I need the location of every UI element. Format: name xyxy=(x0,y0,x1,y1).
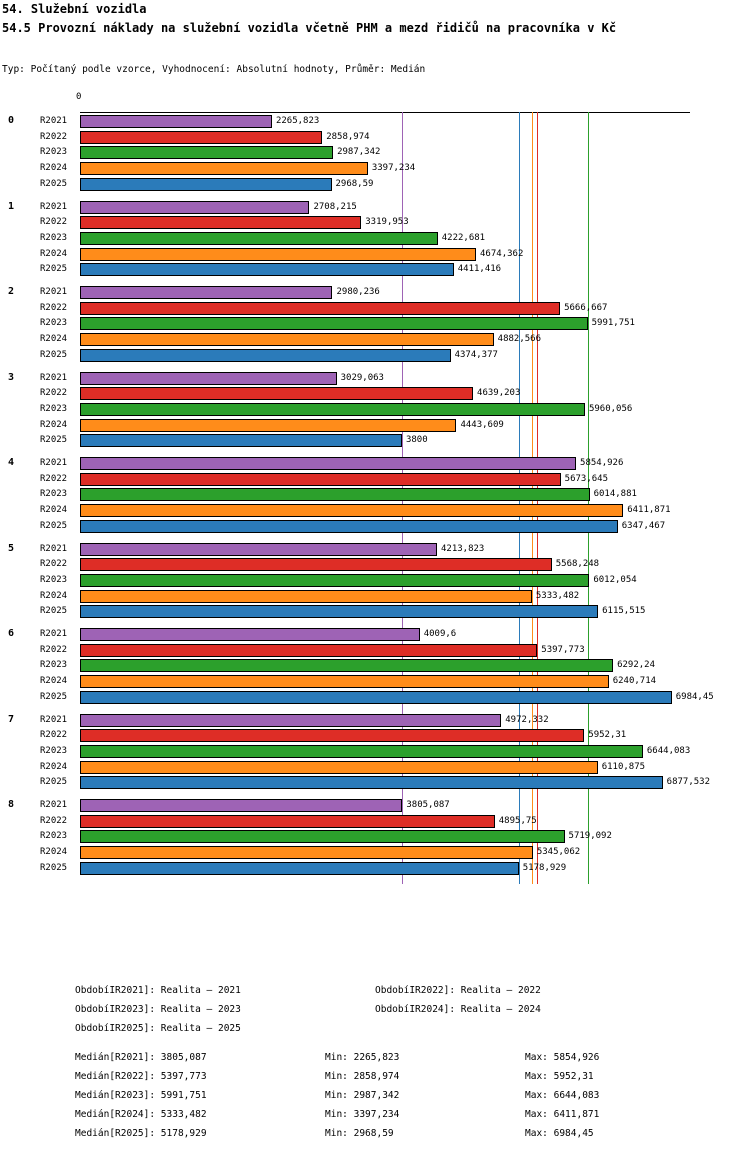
bar[interactable] xyxy=(80,675,609,688)
bar-track xyxy=(80,861,750,876)
bar[interactable] xyxy=(80,162,368,175)
bar-value-label: 6240,714 xyxy=(612,676,657,687)
bar-row-label: R2022 xyxy=(40,644,68,655)
median-r2021: Medián[R2021]: 3805,087 xyxy=(75,1052,207,1063)
bar-track xyxy=(80,433,750,448)
bar-track xyxy=(80,301,750,316)
bar-value-label: 4882,566 xyxy=(497,334,542,345)
bar-value-label: 6014,881 xyxy=(593,489,637,500)
bar-row-label: R2024 xyxy=(40,590,68,601)
bar[interactable] xyxy=(80,846,533,859)
bar-row-label: R2022 xyxy=(40,302,68,313)
bar-row-label: R2022 xyxy=(40,131,68,142)
bar[interactable] xyxy=(80,216,361,229)
bar-row-label: R2021 xyxy=(40,287,68,297)
bar-row-label: R2025 xyxy=(40,349,68,360)
bar-value-label: 3029,063 xyxy=(340,372,384,383)
report-section-title: 54. Služební vozidla xyxy=(2,2,147,16)
bar-track xyxy=(80,775,750,790)
max-r2021: Max: 5854,926 xyxy=(525,1052,600,1063)
bar[interactable] xyxy=(80,628,420,641)
legend-item-r2023: ObdobíIR2023]: Realita – 2023 xyxy=(75,1004,241,1015)
bar-chart xyxy=(0,92,750,977)
bar-row xyxy=(36,262,750,277)
bar-row xyxy=(36,728,750,743)
bar-track xyxy=(80,829,750,844)
bar-track xyxy=(80,231,750,246)
bar-track xyxy=(80,177,750,192)
bar-row xyxy=(36,542,750,557)
bar-value-label: 5719,092 xyxy=(568,831,612,842)
bar-track xyxy=(80,145,750,160)
bar[interactable] xyxy=(80,403,585,416)
bar[interactable] xyxy=(80,574,589,587)
bar-row xyxy=(36,690,750,705)
bar[interactable] xyxy=(80,473,561,486)
chart-subtitle: Typ: Počítaný podle vzorce, Vyhodnocení: Absolutní hodnoty, Průměr: Medián xyxy=(2,64,426,75)
bar-value-label: 6411,871 xyxy=(627,505,671,516)
bar-track xyxy=(80,386,750,401)
bar-value-label: 2858,974 xyxy=(326,131,370,142)
bar[interactable] xyxy=(80,520,618,533)
bar-row xyxy=(36,472,750,487)
bar[interactable] xyxy=(80,862,519,875)
bar-row-label: R2025 xyxy=(40,520,68,531)
bar-track xyxy=(80,503,750,518)
bar-value-label: 3800 xyxy=(405,435,428,446)
bar-row xyxy=(36,643,750,658)
bar-row-label: R2025 xyxy=(40,862,68,873)
bar-value-label: 2708,215 xyxy=(313,201,357,212)
group-label: 5 xyxy=(8,542,15,554)
bar-value-label: 4374,377 xyxy=(454,349,498,360)
bar-value-label: 2265,823 xyxy=(275,116,320,126)
bar-row-label: R2025 xyxy=(40,264,68,275)
bar[interactable] xyxy=(80,286,332,299)
bar[interactable] xyxy=(80,457,576,470)
bar-row xyxy=(36,386,750,401)
bar[interactable] xyxy=(80,659,613,672)
bar-row-label: R2025 xyxy=(40,435,68,446)
bar[interactable] xyxy=(80,419,456,432)
group-label: 7 xyxy=(8,713,15,725)
bar-track xyxy=(80,402,750,417)
stats-row xyxy=(0,1090,750,1109)
bar[interactable] xyxy=(80,372,337,385)
bar[interactable] xyxy=(80,115,272,128)
bar-value-label: 5952,31 xyxy=(588,730,627,741)
stats-row xyxy=(0,1071,750,1090)
group-label: 4 xyxy=(8,457,15,468)
bar-row-label: R2021 xyxy=(40,629,68,639)
bar-row xyxy=(36,775,750,790)
bar-track xyxy=(80,845,750,860)
bar[interactable] xyxy=(80,761,598,774)
bar[interactable] xyxy=(80,745,643,758)
page-title: 54.5 Provozní náklady na služební vozidla včetně PHM a mezd řidičů na pracovníka v Kč xyxy=(2,21,617,35)
bar-row xyxy=(36,418,750,433)
bar[interactable] xyxy=(80,815,495,828)
bar-value-label: 6347,467 xyxy=(621,520,666,531)
bar-row xyxy=(36,487,750,502)
bar[interactable] xyxy=(80,543,437,556)
bar-row-label: R2021 xyxy=(40,458,68,468)
bar-track xyxy=(80,643,750,658)
bar-value-label: 2980,236 xyxy=(336,287,380,297)
bar-row-label: R2023 xyxy=(40,745,68,756)
bar-row-label: R2023 xyxy=(40,574,68,585)
legend-item-r2022: ObdobíIR2022]: Realita – 2022 xyxy=(375,985,541,996)
bar-row xyxy=(36,215,750,230)
bar-row-label: R2024 xyxy=(40,334,68,345)
bar[interactable] xyxy=(80,488,590,501)
bar-track xyxy=(80,114,750,129)
bar-value-label: 6012,054 xyxy=(593,574,637,585)
bar-track xyxy=(80,371,750,386)
bar-row-label: R2023 xyxy=(40,147,68,158)
bar[interactable] xyxy=(80,302,560,315)
legend-item-r2025: ObdobíIR2025]: Realita – 2025 xyxy=(75,1023,241,1034)
bar-row xyxy=(36,674,750,689)
bar-value-label: 6115,515 xyxy=(602,606,646,617)
legend-item-r2024: ObdobíIR2024]: Realita – 2024 xyxy=(375,1004,541,1015)
bar-value-label: 5397,773 xyxy=(541,644,585,655)
bar-row-label: R2022 xyxy=(40,388,68,399)
bar-track xyxy=(80,814,750,829)
bar-value-label: 5178,929 xyxy=(522,862,567,873)
bar-row xyxy=(36,114,750,129)
bar-row-label: R2022 xyxy=(40,730,68,741)
bar-row xyxy=(36,332,750,347)
max-r2023: Max: 6644,083 xyxy=(525,1090,600,1101)
bar[interactable] xyxy=(80,263,454,276)
bar-row xyxy=(36,861,750,876)
bar-track xyxy=(80,760,750,775)
bar-value-label: 5673,645 xyxy=(564,473,609,484)
bar-row xyxy=(36,200,750,215)
bar-track xyxy=(80,798,750,813)
bar[interactable] xyxy=(80,504,623,517)
bar-row-label: R2025 xyxy=(40,691,68,702)
bar-value-label: 5345,062 xyxy=(536,847,581,858)
group-label: 3 xyxy=(8,371,15,383)
bar[interactable] xyxy=(80,248,476,261)
bar-track xyxy=(80,589,750,604)
bar-track xyxy=(80,456,750,471)
bar-row xyxy=(36,371,750,386)
bar-value-label: 5568,248 xyxy=(555,559,600,570)
chart-statistics xyxy=(0,1052,750,1147)
bar-value-label: 4674,362 xyxy=(480,248,524,259)
bar-value-label: 4411,416 xyxy=(457,264,502,275)
chart-legend xyxy=(0,985,750,1042)
bar-track xyxy=(80,713,750,728)
bar-row xyxy=(36,247,750,262)
bar-row xyxy=(36,177,750,192)
axis-top-line xyxy=(80,112,690,113)
legend-row xyxy=(0,1023,750,1042)
bar-row-label: R2024 xyxy=(40,847,68,858)
bar-row-label: R2023 xyxy=(40,232,68,243)
bar[interactable] xyxy=(80,558,552,571)
bar[interactable] xyxy=(80,799,402,812)
stats-row xyxy=(0,1128,750,1147)
bar-row-label: R2021 xyxy=(40,543,68,554)
bar-row-label: R2021 xyxy=(40,714,68,725)
bar-row xyxy=(36,130,750,145)
bar-row-label: R2022 xyxy=(40,815,68,826)
bar-row-label: R2023 xyxy=(40,660,68,671)
bar-track xyxy=(80,627,750,642)
bar[interactable] xyxy=(80,434,402,447)
group-label: 1 xyxy=(8,200,15,212)
bar-value-label: 2968,59 xyxy=(335,178,374,189)
bar-track xyxy=(80,285,750,300)
bar-track xyxy=(80,200,750,215)
bar-row xyxy=(36,456,750,471)
bar[interactable] xyxy=(80,590,532,603)
group-label: 8 xyxy=(8,799,15,810)
bar-row xyxy=(36,760,750,775)
min-r2022: Min: 2858,974 xyxy=(325,1071,400,1082)
bar-row xyxy=(36,402,750,417)
bar-row-label: R2023 xyxy=(40,403,68,414)
bar-track xyxy=(80,542,750,557)
bar-row-label: R2024 xyxy=(40,676,68,687)
bar-row xyxy=(36,231,750,246)
bar-track xyxy=(80,728,750,743)
group-label: 0 xyxy=(8,115,15,126)
bar-row xyxy=(36,573,750,588)
bar[interactable] xyxy=(80,232,438,245)
stats-row xyxy=(0,1052,750,1071)
bar-row-label: R2023 xyxy=(40,831,68,842)
max-r2022: Max: 5952,31 xyxy=(525,1071,594,1082)
bar[interactable] xyxy=(80,714,501,727)
bar-row xyxy=(36,348,750,363)
bar-track xyxy=(80,262,750,277)
median-r2025: Medián[R2025]: 5178,929 xyxy=(75,1128,207,1139)
bar-row-label: R2021 xyxy=(40,201,68,212)
bar[interactable] xyxy=(80,830,565,843)
bar[interactable] xyxy=(80,387,473,400)
min-r2025: Min: 2968,59 xyxy=(325,1128,394,1139)
bar-row xyxy=(36,829,750,844)
bar[interactable] xyxy=(80,131,322,144)
bar[interactable] xyxy=(80,349,451,362)
bar-row-label: R2025 xyxy=(40,606,68,617)
bar-value-label: 4222,681 xyxy=(441,232,486,243)
bar-row-label: R2021 xyxy=(40,116,68,126)
axis-zero-label: 0 xyxy=(76,92,82,102)
max-r2025: Max: 6984,45 xyxy=(525,1128,594,1139)
bar[interactable] xyxy=(80,178,332,191)
median-r2024: Medián[R2024]: 5333,482 xyxy=(75,1109,207,1120)
bar-row-label: R2023 xyxy=(40,318,68,329)
bar-row-label: R2025 xyxy=(40,777,68,788)
bar-row-label: R2024 xyxy=(40,761,68,772)
bar-value-label: 6984,45 xyxy=(675,691,714,702)
bar-row-label: R2022 xyxy=(40,473,68,484)
bar-value-label: 5666,667 xyxy=(564,302,608,313)
stats-row xyxy=(0,1109,750,1128)
bar[interactable] xyxy=(80,644,537,657)
bar-value-label: 5991,751 xyxy=(591,318,635,329)
bar-row-label: R2021 xyxy=(40,372,68,383)
bar-row xyxy=(36,604,750,619)
min-r2024: Min: 3397,234 xyxy=(325,1109,400,1120)
bar[interactable] xyxy=(80,605,598,618)
bar-track xyxy=(80,557,750,572)
bar-value-label: 6644,083 xyxy=(646,745,691,756)
bar-track xyxy=(80,744,750,759)
bar-row xyxy=(36,557,750,572)
bar[interactable] xyxy=(80,776,663,789)
bar-track xyxy=(80,348,750,363)
bar-row xyxy=(36,503,750,518)
bar-value-label: 5333,482 xyxy=(535,590,580,601)
bar-row xyxy=(36,798,750,813)
bar-row-label: R2024 xyxy=(40,248,68,259)
bar[interactable] xyxy=(80,333,494,346)
bar-row-label: R2024 xyxy=(40,163,68,174)
bar-track xyxy=(80,690,750,705)
bar-value-label: 4639,203 xyxy=(477,388,521,399)
bar[interactable] xyxy=(80,729,584,742)
bar-row xyxy=(36,433,750,448)
bar-value-label: 4972,332 xyxy=(505,714,549,725)
bar-track xyxy=(80,658,750,673)
median-r2022: Medián[R2022]: 5397,773 xyxy=(75,1071,207,1082)
bar-row xyxy=(36,713,750,728)
bar-track xyxy=(80,604,750,619)
bar-row xyxy=(36,301,750,316)
legend-row xyxy=(0,985,750,1004)
bar-track xyxy=(80,674,750,689)
bar-value-label: 3805,087 xyxy=(406,800,450,810)
bar-row xyxy=(36,814,750,829)
bar-value-label: 5854,926 xyxy=(580,458,624,468)
bar-row-label: R2021 xyxy=(40,800,68,810)
bar-value-label: 2987,342 xyxy=(337,147,381,158)
min-r2023: Min: 2987,342 xyxy=(325,1090,400,1101)
bar-track xyxy=(80,418,750,433)
bar-value-label: 5960,056 xyxy=(588,403,633,414)
bar-row-label: R2022 xyxy=(40,217,68,228)
bar[interactable] xyxy=(80,201,309,214)
bar-row-label: R2022 xyxy=(40,559,68,570)
bar-track xyxy=(80,519,750,534)
bar-row xyxy=(36,658,750,673)
bar-value-label: 4213,823 xyxy=(441,543,485,554)
bar-row xyxy=(36,161,750,176)
bar-value-label: 4895,75 xyxy=(498,815,537,826)
bar-row xyxy=(36,145,750,160)
bar-row-label: R2024 xyxy=(40,505,68,516)
legend-item-r2021: ObdobíIR2021]: Realita – 2021 xyxy=(75,985,241,996)
bar-track xyxy=(80,573,750,588)
bar-value-label: 6292,24 xyxy=(617,660,656,671)
bar-value-label: 6877,532 xyxy=(666,777,711,788)
bar-row xyxy=(36,845,750,860)
bar-value-label: 4443,609 xyxy=(460,419,504,430)
bar-row xyxy=(36,589,750,604)
bar-row xyxy=(36,519,750,534)
min-r2021: Min: 2265,823 xyxy=(325,1052,400,1063)
group-label: 6 xyxy=(8,628,15,639)
bar-row-label: R2025 xyxy=(40,178,68,189)
group-label: 2 xyxy=(8,286,15,297)
bar-track xyxy=(80,130,750,145)
bar[interactable] xyxy=(80,317,588,330)
median-r2023: Medián[R2023]: 5991,751 xyxy=(75,1090,207,1101)
bar-value-label: 6110,875 xyxy=(601,761,646,772)
bar-row-label: R2023 xyxy=(40,489,68,500)
bar-track xyxy=(80,161,750,176)
bar-track xyxy=(80,316,750,331)
bar-track xyxy=(80,247,750,262)
bar-value-label: 4009,6 xyxy=(423,629,457,639)
bar[interactable] xyxy=(80,691,672,704)
bar[interactable] xyxy=(80,146,333,159)
bar-row xyxy=(36,316,750,331)
bar-row-label: R2024 xyxy=(40,419,68,430)
max-r2024: Max: 6411,871 xyxy=(525,1109,600,1120)
bar-track xyxy=(80,332,750,347)
bar-row xyxy=(36,285,750,300)
bar-track xyxy=(80,472,750,487)
legend-row xyxy=(0,1004,750,1023)
bar-value-label: 3397,234 xyxy=(371,163,416,174)
bar-row xyxy=(36,744,750,759)
bar-track xyxy=(80,487,750,502)
bar-row xyxy=(36,627,750,642)
bar-value-label: 3319,953 xyxy=(365,217,409,228)
bar-track xyxy=(80,215,750,230)
